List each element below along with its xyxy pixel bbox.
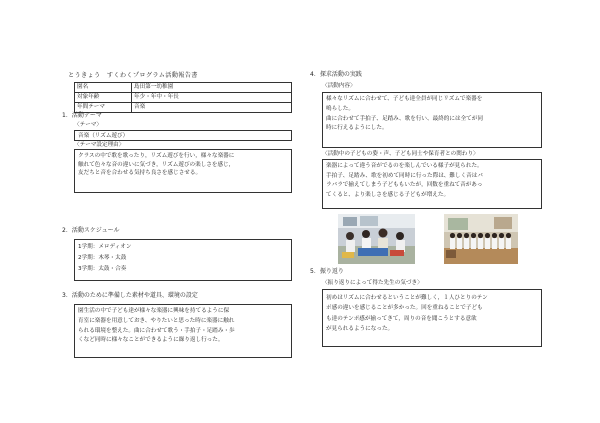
section4-children-sub: 〈活動中の子どもの姿・声、子ども同士や保育者との関わり〉 — [322, 151, 479, 157]
materials-line: 育室に楽器を用意しておき、やりたいと思った時に楽器に触れ — [78, 317, 235, 324]
schedule-line: 1学期：メロディオン — [78, 244, 132, 250]
materials-line: 園生活の中で子ども達が様々な楽器に興味を持てるように保 — [78, 308, 230, 314]
photo-children-instruments — [338, 214, 415, 264]
content-line: 鳴らした。 — [326, 105, 354, 112]
section5-sub: 〈振り返りによって得た先生の気づき〉 — [322, 280, 423, 286]
section4-content-sub: 〈活動内容〉 — [322, 83, 356, 89]
children-box — [322, 159, 542, 209]
info-value: 島田第一幼稚園 — [132, 83, 292, 93]
schedule-line: 2学期：木琴・太鼓 — [78, 254, 127, 261]
materials-line: くなど同時に様々なことができるように繰り返し行った。 — [78, 337, 224, 344]
materials-line: られる環境を整えた。曲に合わせて歌う・手拍子・足踏み・歩 — [78, 327, 235, 334]
info-label: 対象年齢 — [75, 93, 132, 103]
info-value: 年少・年中・年長 — [132, 93, 292, 103]
section4-heading: 4．探求活動の実践 — [310, 71, 362, 78]
theme-text: 音楽（リズム遊び） — [78, 133, 129, 139]
reason-line: 触れて色々な音の違いに気づき，リズム遊びの楽しさを感じ， — [78, 161, 235, 168]
content-line: 曲に合わせて手拍子、足踏み、歌を行い、最終的には全てが同 — [326, 115, 483, 122]
section2-heading: 2．活動スケジュール — [62, 227, 120, 234]
schedule-line: 3学期：太鼓・合奏 — [78, 265, 127, 272]
reflection-line: が見られるようになった。 — [326, 326, 394, 333]
info-label: 園名 — [75, 83, 132, 93]
theme-box — [74, 130, 292, 141]
children-line: ラバラで揃えてしまう子どももいたが，回数を重ねて音があっ — [326, 182, 483, 188]
photo-children-performance — [444, 214, 518, 264]
info-row — [75, 103, 292, 113]
reason-box — [74, 149, 292, 193]
reason-line: 友だちと音を合わせる気持ち良さを感じさせる。 — [78, 170, 202, 177]
section3-heading: 3．活動のために準備した素材や道具、環境の設定 — [62, 292, 198, 299]
section1-reason-sub: 〈テーマ設定理由〉 — [74, 142, 125, 148]
reflection-line: 初めはリズムに合わせるということが難しく，１人ひとりのテン — [326, 295, 488, 301]
reflection-box — [322, 289, 542, 347]
content-line: 時に行えるようにした。 — [326, 125, 388, 132]
reflection-line: ポ感の違いを感じることが多かった。回を重ねることで子ども — [326, 305, 483, 312]
section5-heading: 5．振り返り — [310, 268, 344, 275]
children-line: 楽器によって違う音がでるのを楽しんでいる様子が見られた。 — [326, 163, 483, 169]
info-table — [74, 82, 292, 113]
content-box — [322, 92, 542, 148]
reason-line: クラスの中で歌を歌ったり，リズム遊びを行い，様々な楽器に — [78, 153, 235, 159]
section1-heading: 1．活動テーマ — [62, 112, 102, 119]
info-label: 年間テーマ — [75, 103, 132, 113]
section1-theme-sub: 〈テーマ〉 — [74, 122, 102, 128]
materials-box — [74, 304, 292, 358]
content-line: 様々なリズムに合わせて、子ども達全員が同じリズムで楽器を — [326, 96, 483, 102]
photo-children-instruments-image — [338, 214, 415, 264]
children-line: 手拍子、足踏み、歌を初めて同時に行った際は、難しく音はバ — [326, 172, 483, 179]
info-value: 音楽 — [132, 103, 292, 113]
info-row — [75, 93, 292, 103]
children-line: てくると、より楽しさを感じる子どもが増えた。 — [326, 191, 450, 198]
photo-children-performance-image — [444, 214, 518, 264]
reflection-line: も達のテンポ感が揃ってきて，周りの音を聞こうとする意欲 — [326, 315, 477, 322]
schedule-box — [74, 239, 292, 281]
doc-title: とうきょう すくわくプログラム活動報告書 — [68, 72, 198, 79]
info-row — [75, 83, 292, 93]
